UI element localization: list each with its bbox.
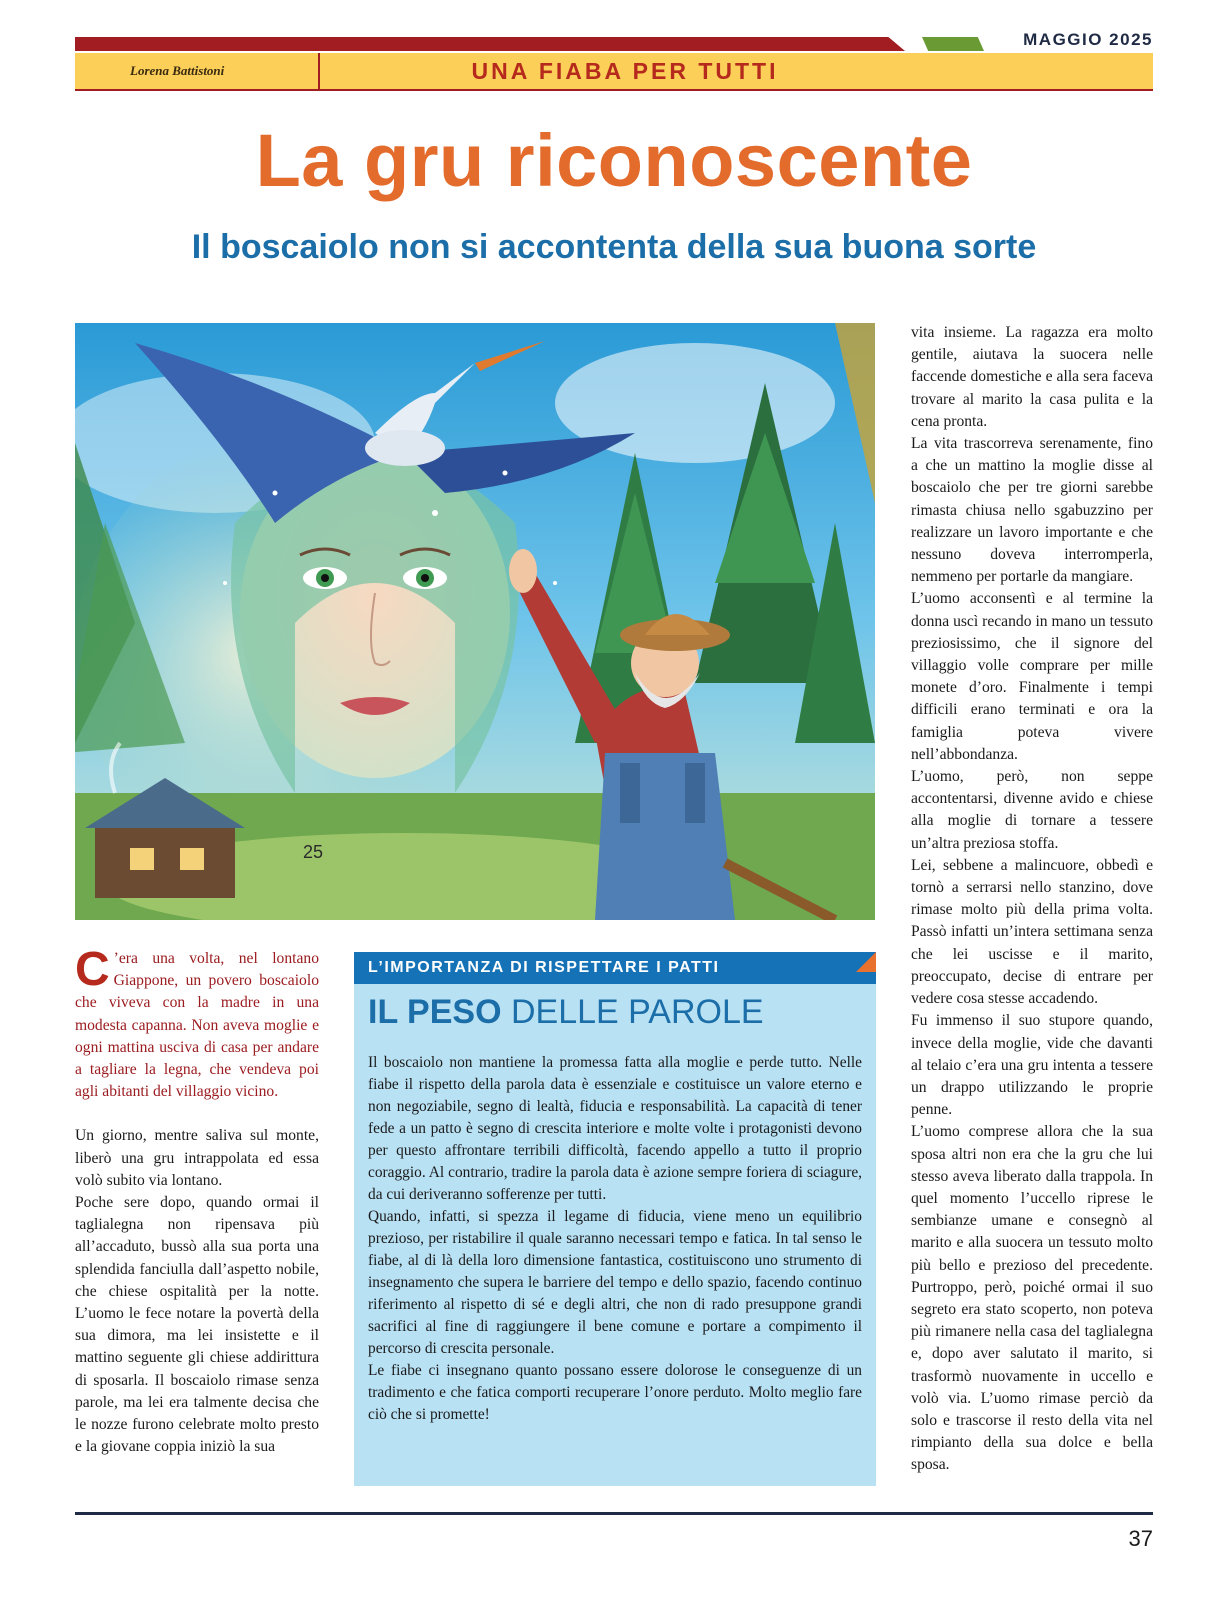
issue-date: MAGGIO 2025	[1023, 30, 1153, 49]
section-title: UNA FIABA PER TUTTI	[471, 58, 779, 84]
right-column	[911, 322, 1153, 1477]
header-green-bar	[922, 37, 984, 51]
header-rule	[75, 89, 1153, 91]
right-paragraph: vita insieme. La ragazza era molto gentile, aiutava la suocera nelle faccende domestiche e alla sera faceva trovare al marito la casa pulita e la cena pronta.	[911, 324, 1153, 430]
page-number: 37	[1128, 1526, 1153, 1551]
article-subtitle: Il boscaiolo non si accontenta della sua buona sorte	[191, 228, 1037, 266]
article-title: La gru riconoscente	[255, 119, 973, 202]
right-paragraph: Fu immenso il suo stupore quando, invece della moglie, vide che davanti al telaio c’era una gru intenta a tessere un drappo utilizzando le proprie penne.	[911, 1012, 1153, 1119]
left-column	[75, 943, 319, 1458]
intro-text: ’era una volta, nel lontano Giappone, un povero boscaiolo che viveva con la madre in una modesta capanna. Non aveva moglie e ogni mattina usciva di casa per andare a tagliare la legna, che vendeva poi agli abitanti del villaggio vicino.	[75, 950, 319, 1101]
right-paragraph: La vita trascorreva serenamente, fino a che un mattino la moglie disse al boscaiolo che per tre giorni sarebbe rimasta chiusa nello sgabuzzino per realizzare un lavoro importante e che nessuno doveva interromperla, nemmeno per portarle da mangiare.	[911, 435, 1153, 586]
sidebar-text	[368, 1052, 862, 1426]
fairy-tale-illustration	[75, 323, 875, 920]
footer-rule	[75, 1512, 1153, 1515]
sidebar-title-rest: DELLE PAROLE	[501, 993, 764, 1031]
right-paragraph: L’uomo comprese allora che la sua sposa altri non era che la gru che lui stesso aveva liberato dalla trappola. In quel momento l’uccello riprese le sembianze umane e consegnò al marito e alla suocera un tessuto molto più bello e prezioso del precedente. Purtroppo, però, poiché ormai il suo segreto era stato scoperto, non poteva più rimanere nella casa del taglialegna e, dopo aver salutato il marito, si trasformò nuovamente in uccello e volò via. L’uomo rimase perciò da solo e trascorse il resto della vita nel rimpianto della sua dolce e bella sposa.	[911, 1123, 1153, 1474]
right-paragraph: Lei, sebbene a malincuore, obbedì e tornò a serrarsi nello stanzino, dove rimase molto più della prima volta. Passò infatti un’intera settimana senza che lei uscisse e il marito, preoccupato, decise di entrare per vedere cosa stesse accadendo.	[911, 856, 1153, 1008]
right-paragraph: L’uomo, però, non seppe accontentarsi, divenne avido e chiese alla moglie di tornare a tessere un’altra preziosa stoffa.	[911, 768, 1153, 852]
sidebar-title-bold: IL PESO	[368, 993, 502, 1031]
sidebar-kicker: L’IMPORTANZA DI RISPETTARE I PATTI	[368, 959, 720, 976]
sidebar-paragraph: Il boscaiolo non mantiene la promessa fatta alla moglie e perde tutto. Nelle fiabe il rispetto della parola data è essenziale e costituisce un valore eterno e non negoziabile, segno di lealtà, fiducia e responsabilità. La capacità di tener fede a un patto è segno di crescita interiore e molte volte i protagonisti devono per questo affrontare terribili difficoltà, facendo appello a tutto il proprio coraggio. Al contrario, tradire la parola data è azione sempre foriera di sciagure, da cui deriveranno sofferenze per tutti.	[368, 1054, 862, 1203]
left-paragraph: Poche sere dopo, quando ormai il taglialegna non ripensava più all’accaduto, bussò alla sua porta una splendida fanciulla dall’aspetto nobile, che chiese ospitalità per la notte. L’uomo le fece notare la povertà della sua dimora, ma lei insistette e il mattino seguente gli chiese addirittura di sposarla. Il boscaiolo rimase senza parole, ma lei era talmente decisa che le nozze furono celebrate molto presto e la giovane coppia iniziò la sua	[75, 1194, 319, 1456]
left-paragraph: Un giorno, mentre saliva sul monte, liberò una gru intrappolata ed essa volò subito via lontano.	[75, 1127, 319, 1189]
author-name: Lorena Battistoni	[130, 63, 225, 78]
intro-paragraph	[75, 943, 319, 1103]
right-paragraph: L’uomo acconsentì e al termine la donna uscì recando in mano un tessuto preziosissimo, che il signore del villaggio volle comprare per mille monete d’oro. Finalmente i tempi difficili erano terminati e ora la famiglia poteva vivere nell’abbondanza.	[911, 590, 1153, 763]
sidebar-paragraph: Quando, infatti, si spezza il legame di fiducia, viene meno un equilibrio prezioso, per ristabilire il quale saranno necessari tempo e fatica. In tal senso le fiabe, al di là della loro dimensione fantastica, costituiscono uno strumento di insegnamento che supera le barriere del tempo e dello spazio, facendo continuo riferimento al rispetto di sé e degli altri, che non di rado presuppone grandi sacrifici al fine di raggiungere il bene comune e portare a compimento il percorso di crescita personale.	[368, 1208, 862, 1357]
sidebar-paragraph: Le fiabe ci insegnano quanto possano essere dolorose le conseguenze di un tradimento e che fatica comporti recuperare l’onore perduto. Molto meglio fare ciò che si promette!	[368, 1362, 862, 1423]
illustration-signature: 25	[303, 842, 324, 862]
sidebar-title	[368, 993, 764, 1032]
header-red-bar	[75, 37, 905, 51]
drop-cap: C	[75, 943, 110, 996]
